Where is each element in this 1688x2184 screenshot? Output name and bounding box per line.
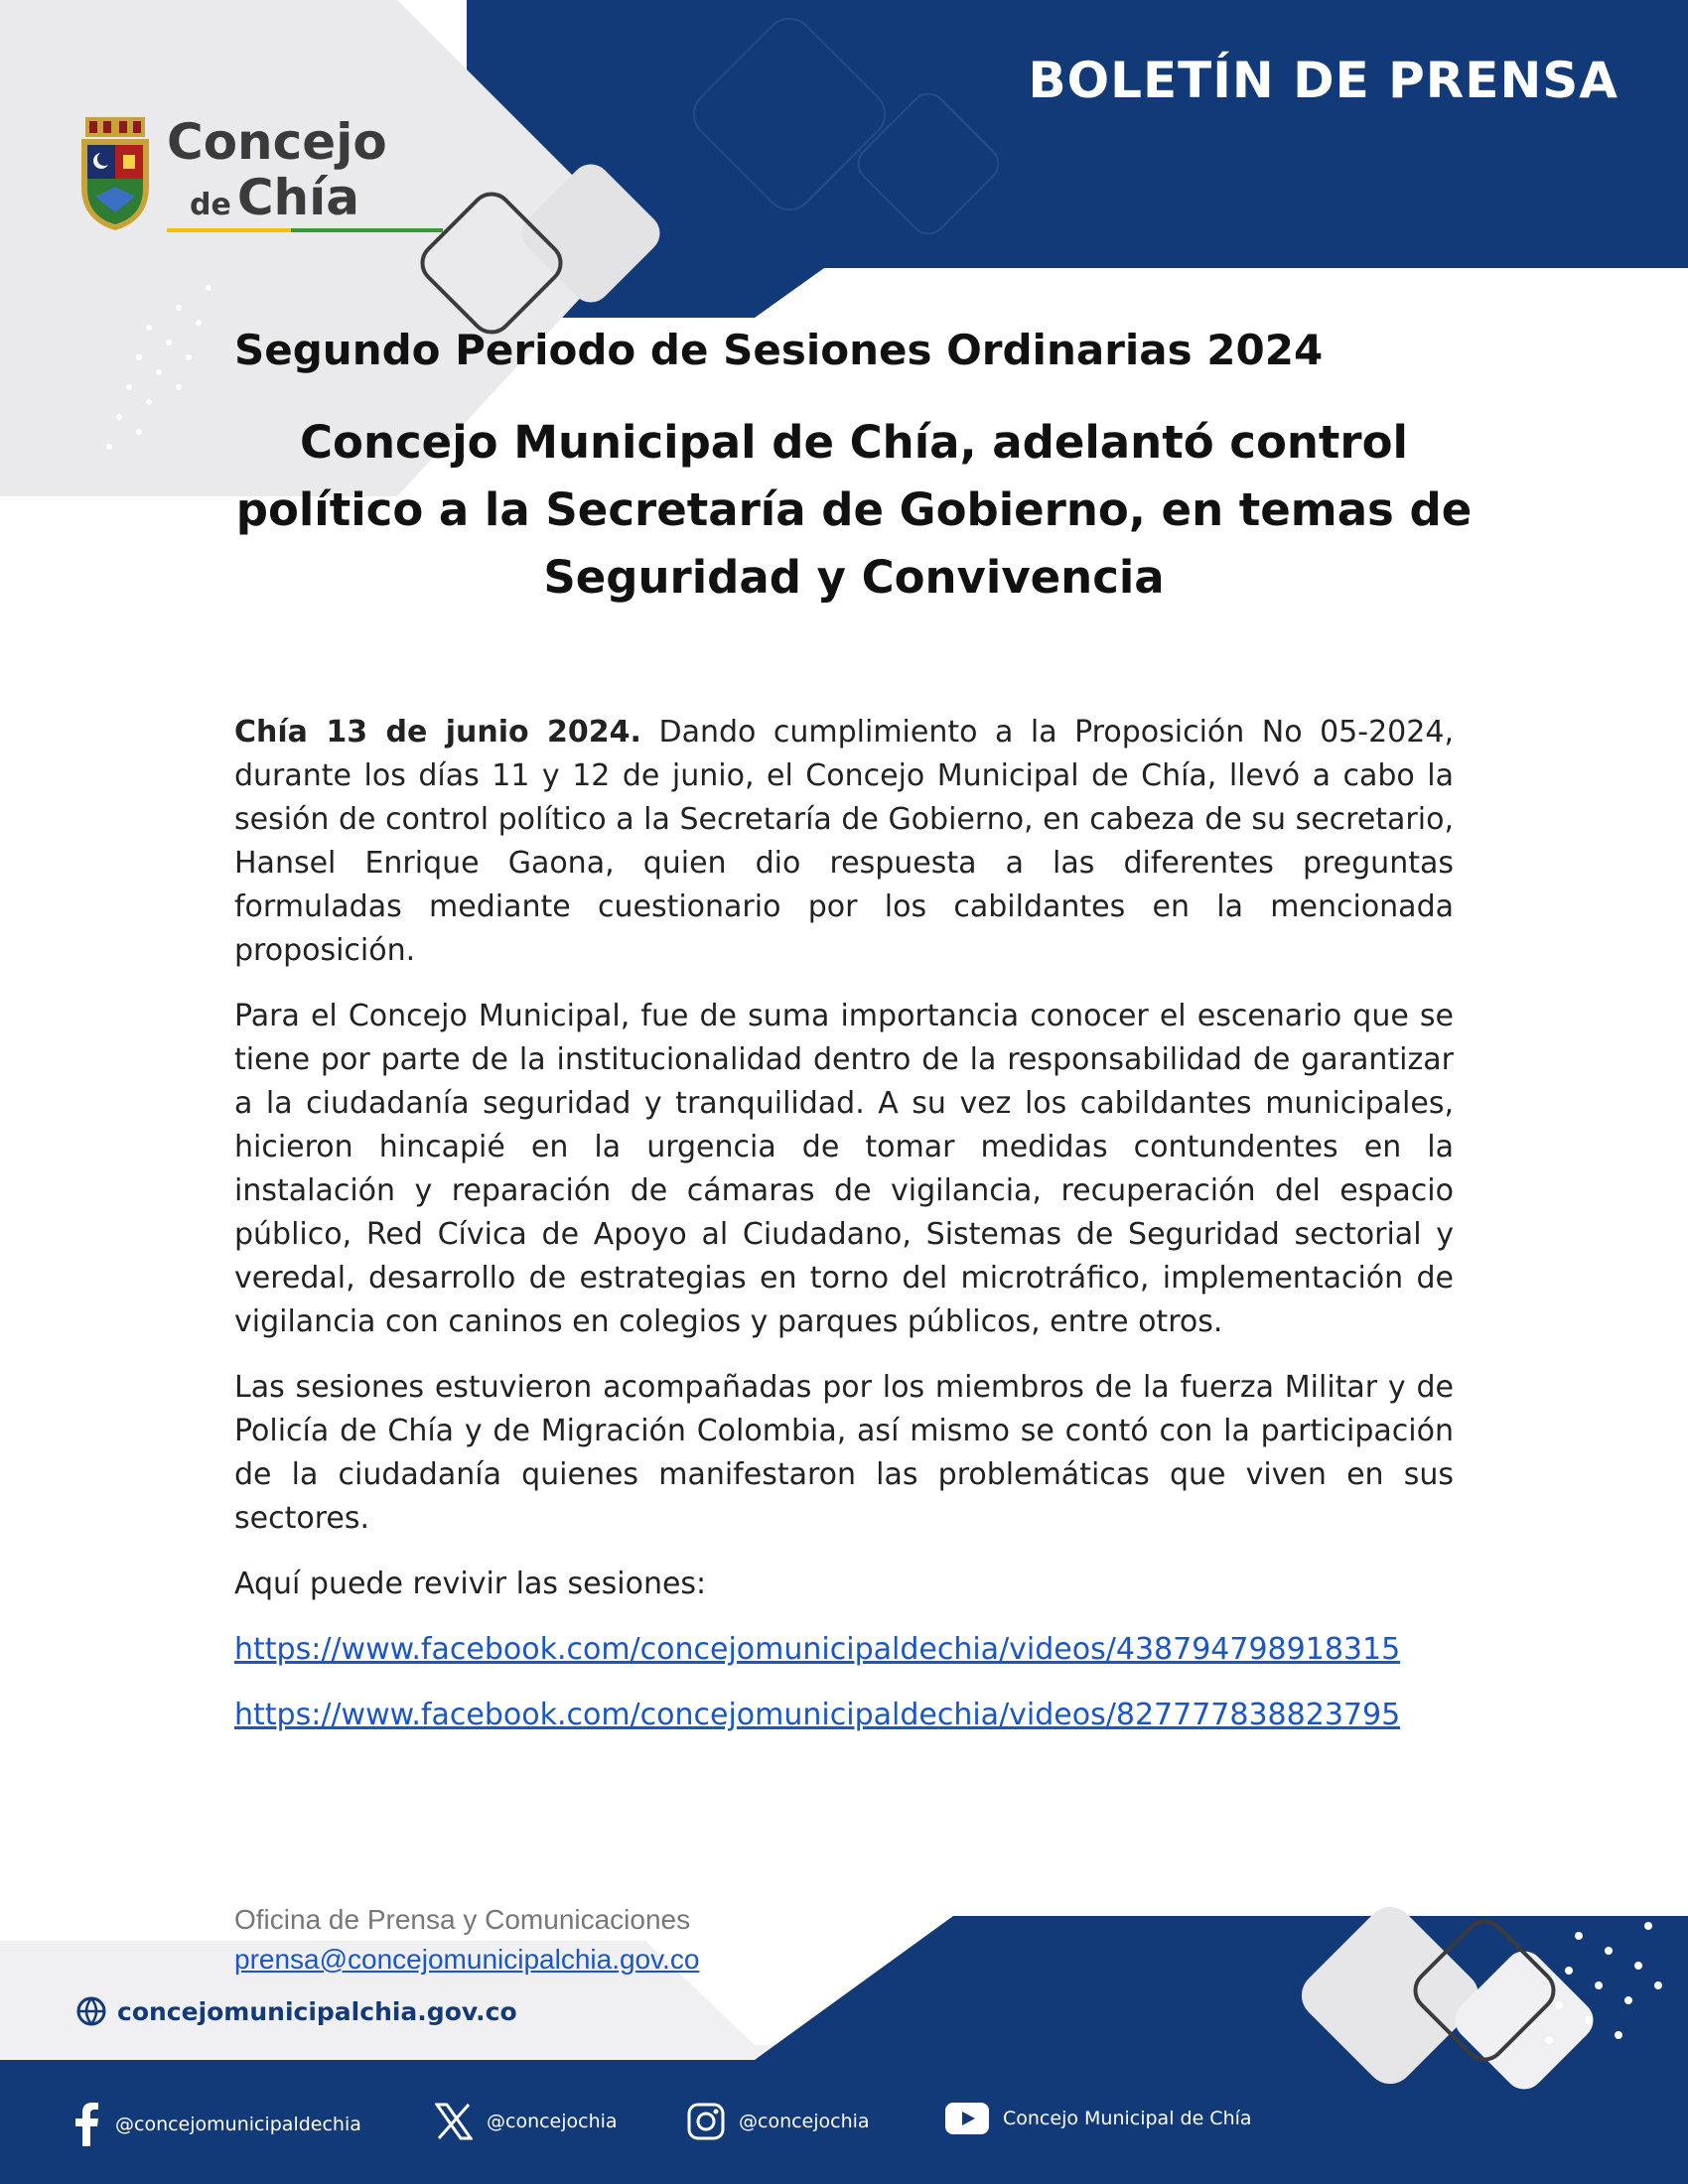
paragraph-1-text: Dando cumplimiento a la Proposición No 05-2024, durante los días 11 y 12 de junio, el Concejo Municipal de Chía, llevó a cabo la sesión de control político a la Secretaría de Gobierno, en cabeza de su secretario, Hansel Enrique Gaona, quien dio respuesta a las diferentes preguntas formuladas mediante cuestionario por los cabildantes en la mencionada proposición. <box>234 715 1454 968</box>
facebook-icon <box>71 2103 101 2146</box>
instagram-handle[interactable] <box>687 2103 870 2140</box>
youtube-label: Concejo Municipal de Chía <box>1003 2108 1252 2129</box>
paragraph-4: Aquí puede revivir las sesiones: <box>234 1567 707 1601</box>
bulletin-title: BOLETÍN DE PRENSA <box>1028 52 1618 109</box>
website-url: concejomunicipalchia.gov.co <box>117 1996 517 2026</box>
instagram-icon <box>687 2103 725 2140</box>
logo-line-de-chia <box>190 169 359 226</box>
article-body <box>234 711 1454 1759</box>
youtube-icon <box>945 2103 989 2134</box>
office-email-link[interactable]: prensa@concejomunicipalchia.gov.co <box>234 1944 700 1975</box>
logo-de: de <box>190 188 231 222</box>
concejo-logo <box>75 111 387 238</box>
website-footer[interactable] <box>75 1995 517 2027</box>
paragraph-2: Para el Concejo Municipal, fue de suma importancia conocer el escenario que se tiene por parte de la institucionalidad dentro de la responsabilidad de garantizar a la ciudadanía seguridad y tranquilidad. A su vez los cabildantes municipales, hicieron hincapié en la urgencia de tomar medidas contundentes en la instalación y reparación de cámaras de vigilancia, recuperación del espacio público, Red Cívica de Apoyo al Ciudadano, Sistemas de Seguridad sectorial y veredal, desarrollo de estrategias en torno del microtráfico, implementación de vigilancia con caninos en colegios y parques públicos, entre otros. <box>234 999 1454 1339</box>
facebook-handle[interactable] <box>71 2103 361 2146</box>
logo-line-concejo: Concejo <box>167 113 387 171</box>
globe-icon <box>75 1995 107 2027</box>
article-title: Concejo Municipal de Chía, adelantó control político a la Secretaría de Gobierno, en temas de Seguridad y Convivencia <box>235 416 1473 604</box>
paragraph-3: Las sesiones estuvieron acompañadas por los miembros de la fuerza Militar y de Policía de Chía y de Migración Colombia, así mismo se contó con la participación de la ciudadanía quienes manifestaron las problemáticas que viven en sus sectores. <box>234 1370 1454 1536</box>
logo-chia: Chía <box>236 169 359 226</box>
coat-of-arms-icon <box>75 117 155 232</box>
facebook-label: @concejomunicipaldechia <box>115 2114 361 2135</box>
video-link-1[interactable]: https://www.facebook.com/concejomunicipaldechia/videos/438794798918315 <box>234 1632 1401 1667</box>
logo-underline <box>167 228 443 232</box>
x-icon <box>435 2103 473 2140</box>
x-label: @concejochia <box>487 2111 618 2132</box>
youtube-channel[interactable] <box>945 2103 1252 2134</box>
video-link-2[interactable]: https://www.facebook.com/concejomunicipaldechia/videos/827777838823795 <box>234 1698 1401 1732</box>
article-subtitle: Segundo Periodo de Sesiones Ordinarias 2024 <box>234 326 1324 374</box>
office-name: Oficina de Prensa y Comunicaciones <box>234 1904 691 1935</box>
dateline: Chía 13 de junio 2024. <box>234 715 641 750</box>
instagram-label: @concejochia <box>739 2111 870 2132</box>
paragraph-1 <box>234 711 1454 973</box>
press-office <box>234 1900 699 1979</box>
x-handle[interactable] <box>435 2103 618 2140</box>
